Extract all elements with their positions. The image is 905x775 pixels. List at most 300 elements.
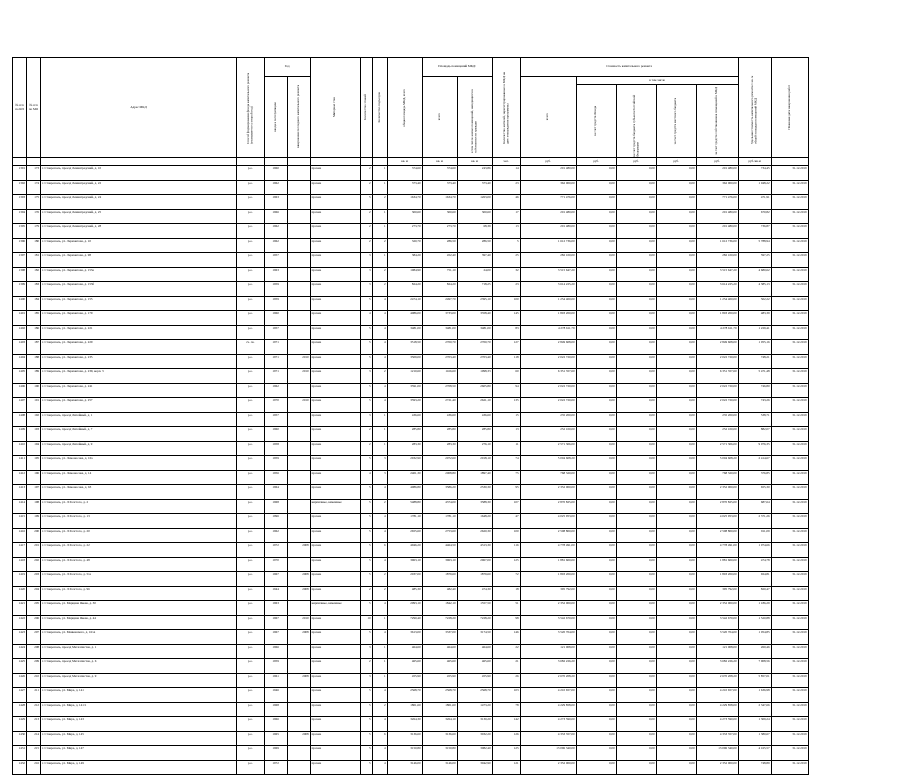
cell-fund-method: р.о. bbox=[237, 296, 265, 311]
table-row bbox=[13, 354, 809, 369]
cell-year-commission: 1962 bbox=[264, 238, 287, 253]
cell-total-area: 4946,20 bbox=[387, 543, 422, 558]
cell-no-mo: 184 bbox=[27, 296, 41, 311]
cell-no-ko: 1430 bbox=[13, 731, 27, 746]
cell-cost-local: 0,00 bbox=[656, 398, 696, 413]
cell-cost-federal: 0,00 bbox=[616, 601, 656, 616]
cell-year-last-repair: 2008 bbox=[287, 630, 310, 645]
cell-cost-total: 5 004 608,20 bbox=[520, 456, 576, 471]
cell-cost-owners: 2 022 720,00 bbox=[696, 398, 738, 413]
cell-area-private: 1879,60 bbox=[457, 572, 492, 587]
cell-cost-owners: 3 682 226,20 bbox=[696, 659, 738, 674]
cell-residents: 127 bbox=[492, 340, 520, 355]
cell-area-private: 2620,30 bbox=[457, 528, 492, 543]
cell-no-mo: 210 bbox=[27, 673, 41, 688]
cell-cost-total: 1 612 736,00 bbox=[520, 238, 576, 253]
table-row bbox=[13, 485, 809, 500]
table-body bbox=[13, 166, 809, 775]
cell-area-private: 3032,20 bbox=[457, 731, 492, 746]
cell-wall-material: прочие bbox=[310, 209, 360, 224]
cell-deadline: 31.12.2019 bbox=[771, 195, 808, 210]
cell-address: г. Ставрополь, проезд Металлистов, д. 9 bbox=[41, 673, 237, 688]
cell-floors: 3 bbox=[360, 253, 372, 268]
cell-cost-fund: 0,00 bbox=[576, 383, 616, 398]
cell-cost-fund: 0,00 bbox=[576, 644, 616, 659]
cell-cost-local: 0,00 bbox=[656, 528, 696, 543]
cell-total-area: 455,90 bbox=[387, 673, 422, 688]
cell-cost-federal: 0,00 bbox=[616, 311, 656, 326]
cell-no-mo: 181 bbox=[27, 253, 41, 268]
cell-cost-federal: 0,00 bbox=[616, 354, 656, 369]
cell-no-ko: 1424 bbox=[13, 644, 27, 659]
cell-fund-method: р.о. bbox=[237, 557, 265, 572]
table-row bbox=[13, 383, 809, 398]
cell-area-all: 4464,50 bbox=[422, 543, 457, 558]
cell-floors: 5 bbox=[360, 485, 372, 500]
cell-unit-cost: 736,87 bbox=[738, 224, 771, 239]
table-row bbox=[13, 688, 809, 703]
cell-fund-method: р.о. bbox=[237, 586, 265, 601]
cell-cost-federal: 0,00 bbox=[616, 412, 656, 427]
cell-address: г. Ставрополь, ул. Ломоносова, д. 10а bbox=[41, 456, 237, 471]
cell-wall-material: прочие bbox=[310, 485, 360, 500]
cell-area-all: 824,20 bbox=[422, 282, 457, 297]
cell-residents: 18 bbox=[492, 586, 520, 601]
cell-entrances: 4 bbox=[372, 528, 387, 543]
cell-total-area: 300,60 bbox=[387, 209, 422, 224]
cell-unit-cost: 1 048,22 bbox=[738, 180, 771, 195]
cell-area-all: 3136,60 bbox=[422, 731, 457, 746]
cell-cost-owners: 201 480,00 bbox=[696, 166, 738, 181]
cell-fund-method: р.о. bbox=[237, 514, 265, 529]
header-unit-cost: Удельная стоимость капитального ремонта 1 кв. м общей площади помещений МКД bbox=[738, 58, 771, 158]
cell-entrances: 3 bbox=[372, 470, 387, 485]
cell-floors: 3 bbox=[360, 673, 372, 688]
cell-wall-material: прочие bbox=[310, 659, 360, 674]
cell-fund-method: р.о. bbox=[237, 673, 265, 688]
cell-area-private: 3481,00 bbox=[457, 325, 492, 340]
cell-cost-fund: 0,00 bbox=[576, 543, 616, 558]
cell-cost-total: 4 025 953,00 bbox=[520, 514, 576, 529]
cell-deadline: 31.12.2019 bbox=[771, 644, 808, 659]
cell-unit-cost: 1 636,98 bbox=[738, 688, 771, 703]
cell-year-last-repair bbox=[287, 528, 310, 543]
cell-total-area: 283,30 bbox=[387, 441, 422, 456]
cell-cost-owners: 4 333 357,00 bbox=[696, 731, 738, 746]
cell-total-area: 273,70 bbox=[387, 224, 422, 239]
cell-year-last-repair bbox=[287, 557, 310, 572]
cell-no-ko: 1408 bbox=[13, 412, 27, 427]
cell-address: г. Ставрополь, ул. Ломоносова, д. 63 bbox=[41, 485, 237, 500]
cell-area-private: 1263,00 bbox=[457, 195, 492, 210]
cell-year-last-repair bbox=[287, 441, 310, 456]
cell-cost-fund: 0,00 bbox=[576, 702, 616, 717]
cell-residents: 25 bbox=[492, 253, 520, 268]
cell-cost-local: 0,00 bbox=[656, 601, 696, 616]
cell-year-last-repair bbox=[287, 760, 310, 775]
cell-deadline: 31.12.2019 bbox=[771, 688, 808, 703]
cell-entrances: 1 bbox=[372, 224, 387, 239]
cell-wall-material: кирпичные, каменные bbox=[310, 601, 360, 616]
cell-no-mo: 213 bbox=[27, 717, 41, 732]
cell-no-mo: 189 bbox=[27, 369, 41, 384]
cell-cost-total: 3 515 647,20 bbox=[520, 267, 576, 282]
cell-cost-total: 1 254 400,00 bbox=[520, 296, 576, 311]
cell-entrances: 4 bbox=[372, 760, 387, 775]
cell-cost-federal: 0,00 bbox=[616, 470, 656, 485]
cell-cost-owners: 2 022 720,00 bbox=[696, 354, 738, 369]
cell-floors: 2 bbox=[360, 224, 372, 239]
cell-fund-method: р.о. bbox=[237, 166, 265, 181]
cell-unit-cost: 502,22 bbox=[738, 296, 771, 311]
cell-cost-total: 4 210 657,00 bbox=[520, 688, 576, 703]
cell-cost-total: 2 022 720,00 bbox=[520, 354, 576, 369]
cell-cost-fund: 0,00 bbox=[576, 485, 616, 500]
cell-year-commission: 1967 bbox=[264, 630, 287, 645]
cell-year-last-repair bbox=[287, 195, 310, 210]
cell-cost-fund: 0,00 bbox=[576, 688, 616, 703]
cell-fund-method: р.о. bbox=[237, 470, 265, 485]
cell-no-ko: 1416 bbox=[13, 528, 27, 543]
unit-label: руб./кв.м bbox=[738, 158, 771, 166]
table-row bbox=[13, 412, 809, 427]
cell-entrances: 4 bbox=[372, 383, 387, 398]
cell-cost-federal: 0,00 bbox=[616, 296, 656, 311]
cell-wall-material: прочие bbox=[310, 427, 360, 442]
cell-entrances: 1 bbox=[372, 644, 387, 659]
cell-no-mo: 183 bbox=[27, 282, 41, 297]
cell-cost-fund: 0,00 bbox=[576, 760, 616, 775]
cell-cost-local: 0,00 bbox=[656, 195, 696, 210]
cell-no-ko: 1419 bbox=[13, 572, 27, 587]
cell-entrances: 1 bbox=[372, 427, 387, 442]
cell-deadline: 31.12.2019 bbox=[771, 659, 808, 674]
cell-cost-fund: 0,00 bbox=[576, 717, 616, 732]
cell-fund-method: р.о. bbox=[237, 717, 265, 732]
cell-deadline: 31.12.2019 bbox=[771, 485, 808, 500]
cell-cost-federal: 0,00 bbox=[616, 224, 656, 239]
table-row bbox=[13, 499, 809, 514]
cell-cost-federal: 0,00 bbox=[616, 572, 656, 587]
cell-address: г. Ставрополь, ул. Марцина Якова, д. 30 bbox=[41, 601, 237, 616]
header-residents: Количество жителей, зарегистрированных в МКД на дату утверждения программы bbox=[492, 58, 520, 158]
cell-floors: 5 bbox=[360, 630, 372, 645]
table-row bbox=[13, 731, 809, 746]
cell-unit-cost: 5 471,48 bbox=[738, 369, 771, 384]
cell-cost-federal: 0,00 bbox=[616, 253, 656, 268]
cell-wall-material: прочие bbox=[310, 717, 360, 732]
cell-wall-material: прочие bbox=[310, 760, 360, 775]
cell-no-mo: 203 bbox=[27, 572, 41, 587]
cell-cost-fund: 0,00 bbox=[576, 673, 616, 688]
cell-fund-method: р.о. bbox=[237, 615, 265, 630]
table-row bbox=[13, 296, 809, 311]
cell-year-last-repair bbox=[287, 383, 310, 398]
cell-area-private: 24,00 bbox=[457, 267, 492, 282]
cell-no-ko: 1422 bbox=[13, 615, 27, 630]
table-row bbox=[13, 456, 809, 471]
cell-area-private: 4313,30 bbox=[457, 543, 492, 558]
cell-residents: 13 bbox=[492, 224, 520, 239]
cell-entrances: 4 bbox=[372, 514, 387, 529]
cell-no-mo: 179 bbox=[27, 224, 41, 239]
cell-cost-owners: 2 870 825,00 bbox=[696, 499, 738, 514]
cell-cost-federal: 0,00 bbox=[616, 499, 656, 514]
cell-deadline: 31.12.2019 bbox=[771, 586, 808, 601]
cell-year-last-repair bbox=[287, 296, 310, 311]
table-row bbox=[13, 514, 809, 529]
cell-total-area: 465,60 bbox=[387, 659, 422, 674]
cell-deadline: 31.12.2019 bbox=[771, 325, 808, 340]
cell-entrances: 2 bbox=[372, 499, 387, 514]
cell-area-private: 1098,33 bbox=[457, 369, 492, 384]
cell-cost-federal: 0,00 bbox=[616, 717, 656, 732]
cell-year-commission: 1962 bbox=[264, 383, 287, 398]
cell-cost-owners: 2 022 720,00 bbox=[696, 383, 738, 398]
header-no-ko: № п/п по КП bbox=[13, 58, 27, 158]
cell-address: г. Ставрополь, ул. Мира, д. 141 bbox=[41, 688, 237, 703]
cell-address: г. Ставрополь, проезд Литейный, д. 1 bbox=[41, 412, 237, 427]
cell-cost-local: 0,00 bbox=[656, 586, 696, 601]
capital-repair-table bbox=[12, 57, 809, 775]
cell-unit-cost: 734,45 bbox=[738, 166, 771, 181]
cell-cost-fund: 0,00 bbox=[576, 659, 616, 674]
cell-area-all: 3481,00 bbox=[422, 325, 457, 340]
cell-floors: 2 bbox=[360, 441, 372, 456]
cell-no-mo: 187 bbox=[27, 340, 41, 355]
cell-area-all: 273,70 bbox=[422, 224, 457, 239]
cell-area-private: 1473,20 bbox=[457, 702, 492, 717]
cell-total-area: 2932,90 bbox=[387, 456, 422, 471]
cell-total-area: 824,20 bbox=[387, 282, 422, 297]
cell-deadline: 31.12.2019 bbox=[771, 456, 808, 471]
cell-cost-local: 0,00 bbox=[656, 688, 696, 703]
cell-cost-total: 6 351 357,60 bbox=[520, 369, 576, 384]
cell-residents: 103 bbox=[492, 688, 520, 703]
header-cost-group: Стоимость капитального ремонта bbox=[520, 58, 738, 77]
cell-entrances: 3 bbox=[372, 456, 387, 471]
cell-year-commission: 1957 bbox=[264, 325, 287, 340]
cell-cost-total: 362 000,00 bbox=[520, 180, 576, 195]
cell-area-all: 3264,10 bbox=[422, 717, 457, 732]
cell-cost-owners: 252 100,00 bbox=[696, 427, 738, 442]
cell-unit-cost: 1 380,67 bbox=[738, 731, 771, 746]
cell-area-private: 2018,10 bbox=[457, 456, 492, 471]
cell-area-all: 2708,50 bbox=[422, 383, 457, 398]
cell-residents: 21 bbox=[492, 659, 520, 674]
cell-cost-local: 0,00 bbox=[656, 427, 696, 442]
cell-fund-method: р.о. bbox=[237, 224, 265, 239]
cell-wall-material: прочие bbox=[310, 586, 360, 601]
cell-cost-local: 0,00 bbox=[656, 224, 696, 239]
cell-fund-method: р.о. bbox=[237, 456, 265, 471]
cell-cost-total: 201 480,00 bbox=[520, 209, 576, 224]
cell-unit-cost: 748,21 bbox=[738, 354, 771, 369]
cell-deadline: 31.12.2019 bbox=[771, 412, 808, 427]
cell-residents: 51 bbox=[492, 601, 520, 616]
cell-area-private: 276,10 bbox=[457, 441, 492, 456]
cell-cost-local: 0,00 bbox=[656, 514, 696, 529]
cell-entrances: 2 bbox=[372, 586, 387, 601]
cell-no-ko: 1394 bbox=[13, 209, 27, 224]
cell-year-last-repair bbox=[287, 514, 310, 529]
cell-cost-local: 0,00 bbox=[656, 717, 696, 732]
cell-year-last-repair bbox=[287, 688, 310, 703]
cell-residents: 135 bbox=[492, 398, 520, 413]
cell-cost-owners: 4 273 590,00 bbox=[696, 717, 738, 732]
cell-deadline: 31.12.2019 bbox=[771, 253, 808, 268]
cell-floors: 2 bbox=[360, 238, 372, 253]
cell-cost-total: 2 571 306,00 bbox=[520, 441, 576, 456]
cell-residents: 5 bbox=[492, 238, 520, 253]
cell-address: г. Ставрополь, ул. Лермонтова, д. 257 bbox=[41, 398, 237, 413]
cell-entrances: 4 bbox=[372, 311, 387, 326]
table-row bbox=[13, 659, 809, 674]
cell-year-commission: 1969 bbox=[264, 746, 287, 761]
cell-wall-material: прочие bbox=[310, 630, 360, 645]
cell-cost-total: 201 480,00 bbox=[520, 166, 576, 181]
cell-floors: 5 bbox=[360, 557, 372, 572]
cell-fund-method: р.о. bbox=[237, 180, 265, 195]
cell-year-last-repair: 2008 bbox=[287, 543, 310, 558]
header-area-all: всего bbox=[422, 77, 457, 158]
cell-year-commission: 1970 bbox=[264, 557, 287, 572]
cell-cost-owners: 395 792,00 bbox=[696, 586, 738, 601]
cell-unit-cost: 1 186,29 bbox=[738, 601, 771, 616]
cell-no-mo: 209 bbox=[27, 659, 41, 674]
cell-deadline: 31.12.2019 bbox=[771, 238, 808, 253]
cell-no-ko: 1431 bbox=[13, 746, 27, 761]
cell-address: г. Ставрополь, ул. Мира, д. 143 bbox=[41, 717, 237, 732]
cell-area-all: 3586,20 bbox=[422, 485, 457, 500]
cell-residents: 100 bbox=[492, 296, 520, 311]
cell-cost-federal: 0,00 bbox=[616, 340, 656, 355]
cell-address: г. Ставрополь, проезд Ленинградский, д. 25 bbox=[41, 209, 237, 224]
cell-floors: 5 bbox=[360, 717, 372, 732]
cell-cost-local: 0,00 bbox=[656, 238, 696, 253]
cell-wall-material: прочие bbox=[310, 325, 360, 340]
cell-total-area: 374,60 bbox=[387, 166, 422, 181]
cell-area-all: 452,40 bbox=[422, 253, 457, 268]
cell-unit-cost: 820,47 bbox=[738, 586, 771, 601]
cell-area-all: 464,60 bbox=[422, 644, 457, 659]
cell-unit-cost: 5 788,94 bbox=[738, 238, 771, 253]
cell-fund-method: р.о. bbox=[237, 427, 265, 442]
cell-floors: 3 bbox=[360, 369, 372, 384]
cell-wall-material: прочие bbox=[310, 369, 360, 384]
cell-floors: 5 bbox=[360, 383, 372, 398]
cell-area-all: 1842,10 bbox=[422, 601, 457, 616]
cell-cost-federal: 0,00 bbox=[616, 630, 656, 645]
cell-area-all: 2753,60 bbox=[422, 528, 457, 543]
unit-label: кв. м bbox=[422, 158, 457, 166]
cell-no-mo: 193 bbox=[27, 427, 41, 442]
cell-cost-total: 3 520 704,00 bbox=[520, 630, 576, 645]
cell-cost-federal: 0,00 bbox=[616, 456, 656, 471]
unit-label: чел. bbox=[492, 158, 520, 166]
cell-fund-method: р.о. bbox=[237, 369, 265, 384]
cell-year-last-repair bbox=[287, 601, 310, 616]
cell-year-commission: 1971 bbox=[264, 369, 287, 384]
cell-residents: 26 bbox=[492, 673, 520, 688]
header-address: Адрес МКД bbox=[41, 58, 237, 158]
cell-cost-owners: 4 278 611,79 bbox=[696, 325, 738, 340]
cell-cost-owners: 2 571 306,00 bbox=[696, 441, 738, 456]
cell-entrances: 4 bbox=[372, 485, 387, 500]
cell-residents: 11 bbox=[492, 441, 520, 456]
cell-cost-federal: 0,00 bbox=[616, 557, 656, 572]
cell-unit-cost: 376,85 bbox=[738, 470, 771, 485]
cell-wall-material: прочие bbox=[310, 514, 360, 529]
cell-no-mo: 173 bbox=[27, 166, 41, 181]
unit-label: руб. bbox=[616, 158, 656, 166]
cell-total-area: 3481,00 bbox=[387, 325, 422, 340]
cell-no-mo: 197 bbox=[27, 485, 41, 500]
cell-deadline: 31.12.2019 bbox=[771, 630, 808, 645]
cell-area-private: 1557,50 bbox=[457, 601, 492, 616]
cell-no-mo: 200 bbox=[27, 528, 41, 543]
cell-unit-cost: 924,81 bbox=[738, 572, 771, 587]
cell-area-private: 286,50 bbox=[457, 238, 492, 253]
cell-wall-material: прочие bbox=[310, 644, 360, 659]
cell-no-ko: 1428 bbox=[13, 702, 27, 717]
cell-unit-cost: 2 414,67 bbox=[738, 456, 771, 471]
cell-address: г. Ставрополь, ул. Ломоносова, д. 14 bbox=[41, 470, 237, 485]
cell-area-all: 374,60 bbox=[422, 166, 457, 181]
cell-no-mo: 194 bbox=[27, 441, 41, 456]
cell-fund-method: р.о. bbox=[237, 499, 265, 514]
cell-fund-method: р.о. bbox=[237, 195, 265, 210]
cell-wall-material: прочие bbox=[310, 354, 360, 369]
cell-year-commission: 1963 bbox=[264, 601, 287, 616]
cell-cost-fund: 0,00 bbox=[576, 398, 616, 413]
cell-address: г. Ставрополь, ул. Мира, д. 149 bbox=[41, 760, 237, 775]
cell-area-all: 3150,80 bbox=[422, 746, 457, 761]
cell-entrances: 4 bbox=[372, 630, 387, 645]
header-no-mo: № п/п по МО bbox=[27, 58, 41, 158]
cell-total-area: 320,70 bbox=[387, 238, 422, 253]
cell-area-all: 3963,10 bbox=[422, 557, 457, 572]
cell-no-ko: 1398 bbox=[13, 267, 27, 282]
cell-unit-cost: 670,82 bbox=[738, 209, 771, 224]
cell-address: г. Ставрополь, проезд Металлистов, д. 1 bbox=[41, 644, 237, 659]
cell-area-all: 2700,70 bbox=[422, 340, 457, 355]
cell-cost-owners: 5 004 608,20 bbox=[696, 456, 738, 471]
cell-address: г. Ставрополь, ул. Лермонтова, д. 229 bbox=[41, 340, 237, 355]
cell-cost-total: 771 476,00 bbox=[520, 195, 576, 210]
cell-residents: 13 bbox=[492, 427, 520, 442]
cell-no-mo: 208 bbox=[27, 644, 41, 659]
cell-no-ko: 1420 bbox=[13, 586, 27, 601]
cell-cost-fund: 0,00 bbox=[576, 586, 616, 601]
cell-entrances: 4 bbox=[372, 340, 387, 355]
cell-address: г. Ставрополь, проезд Ленинградский, д. 10 bbox=[41, 166, 237, 181]
cell-no-mo: 174 bbox=[27, 180, 41, 195]
cell-unit-cost: 655,30 bbox=[738, 485, 771, 500]
cell-no-ko: 1425 bbox=[13, 659, 27, 674]
cell-no-mo: 190 bbox=[27, 383, 41, 398]
cell-cost-owners: 201 480,00 bbox=[696, 224, 738, 239]
cell-deadline: 31.12.2019 bbox=[771, 166, 808, 181]
cell-cost-owners: 4 025 953,00 bbox=[696, 514, 738, 529]
cell-floors: 5 bbox=[360, 499, 372, 514]
table-row bbox=[13, 166, 809, 181]
cell-fund-method: р.о. bbox=[237, 238, 265, 253]
cell-total-area: 7290,40 bbox=[387, 615, 422, 630]
cell-cost-federal: 0,00 bbox=[616, 282, 656, 297]
cell-cost-owners: 282 100,00 bbox=[696, 253, 738, 268]
cell-area-private: 300,60 bbox=[457, 209, 492, 224]
